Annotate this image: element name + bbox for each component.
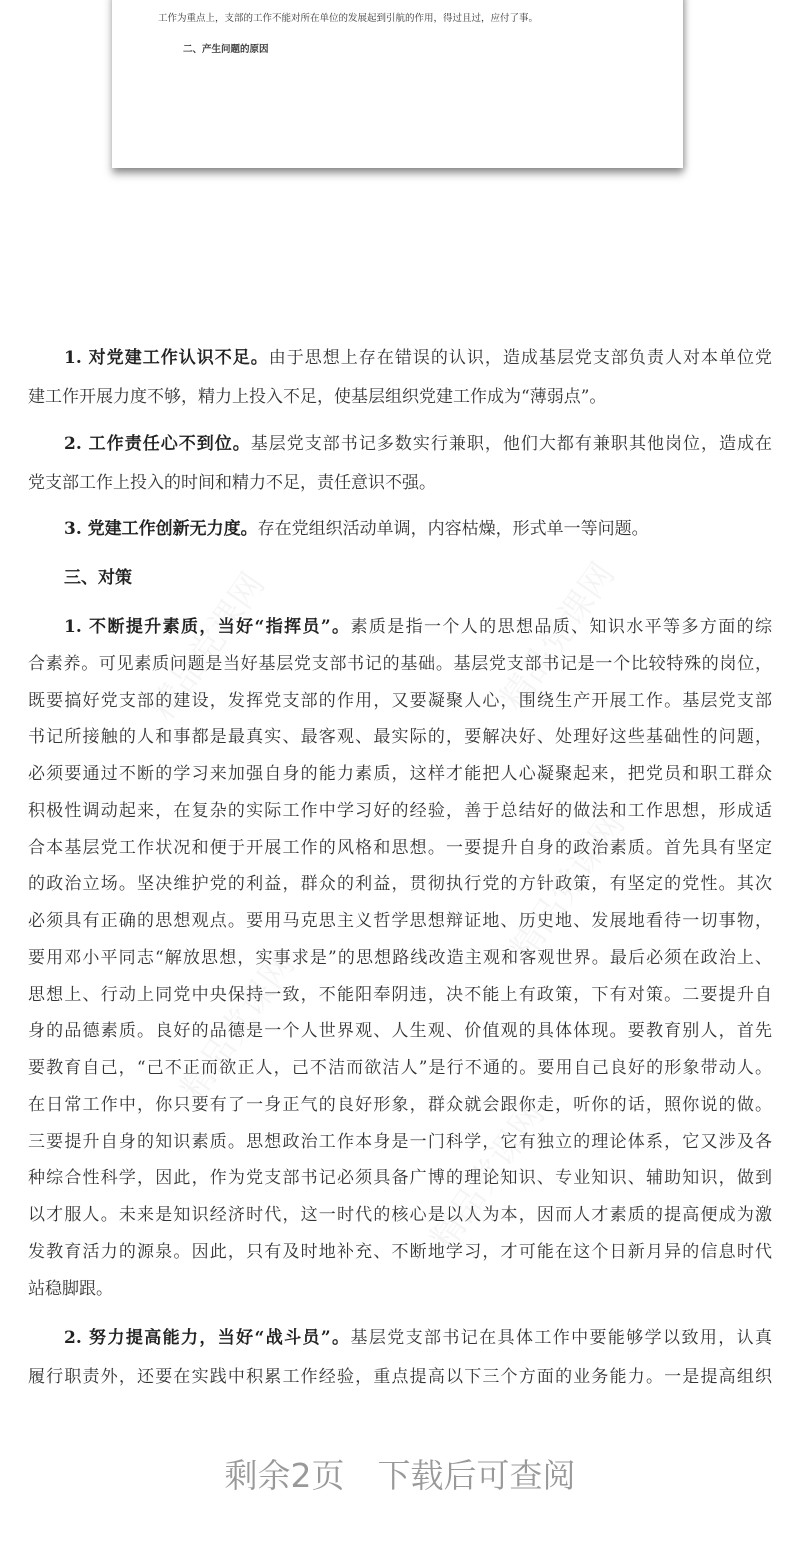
paragraph-line: 履行职责外，还要在实践中积累工作经验，重点提高以下三个方面的业务能力。一是提高组织: [28, 1366, 772, 1387]
paragraph-line: [64, 517, 772, 541]
paragraph-text: 素质是指一个人的思想品质、知识水平等多方面的综: [350, 617, 773, 637]
paragraph-lead: 1. 对党建工作认识不足。: [64, 348, 269, 368]
paragraph-line: 必须要通过不断的学习来加强自身的能力素质，这样才能把人心凝聚起来，把党员和职工群众: [28, 764, 772, 784]
paragraph-lead: 3. 党建工作创新无力度。: [64, 519, 258, 539]
paragraph-line: [64, 615, 772, 639]
paragraph-line: 三要提升自身的知识素质。思想政治工作本身是一门科学，它有独立的理论体系，它又涉及各: [28, 1131, 772, 1152]
paragraph-line: [64, 346, 772, 370]
paragraph-lead: 2. 努力提高能力，当好“战斗员”。: [64, 1328, 351, 1348]
preview-text-line: 工作为重点上，支部的工作不能对所在单位的发展起到引航的作用，得过且过，应付了事。: [158, 13, 539, 24]
paragraph-line: 在日常工作中，你只要有了一身正气的良好形象，群众就会跟你走，听你的话，照你说的做。: [28, 1094, 772, 1115]
paragraph-text: 基层党支部书记多数实行兼职，他们大都有兼职其他岗位，造成在: [250, 434, 773, 454]
paragraph-line: 的政治立场。坚决维护党的利益，群众的利益，贯彻执行党的方针政策，有坚定的党性。其次: [28, 874, 772, 895]
paragraph-line: 建工作开展力度不够，精力上投入不足，使基层组织党建工作成为“薄弱点”。: [28, 386, 607, 407]
paragraph-line: 合素养。可见素质问题是当好基层党支部书记的基础。基层党支部书记是一个比较特殊的岗位，: [28, 653, 772, 674]
preview-section-heading: 二、产生问题的原因: [183, 44, 269, 55]
paragraph-line: 要用邓小平同志“解放思想，实事求是”的思想路线改造主观和客观世界。最后必须在政治上、: [28, 947, 772, 968]
paragraph-line: 以才服人。未来是知识经济时代，这一时代的核心是以人为本，因而人才素质的提高便成为激: [28, 1205, 772, 1225]
paragraph-line: 思想上、行动上同党中央保持一致，不能阳奉阴违，决不能上有政策，下有对策。二要提升自: [28, 984, 772, 1005]
remaining-pages-notice[interactable]: 剩余2页 下载后可查阅: [224, 1456, 576, 1495]
paragraph-text: 存在党组织活动单调，内容枯燥，形式单一等问题。: [257, 519, 649, 539]
paragraph-line: [64, 432, 772, 456]
paragraph-line: 书记所接触的人和事都是最真实、最客观、最实际的，要解决好、处理好这些基础性的问题，: [28, 727, 772, 748]
paragraph-text: 由于思想上存在错误的认识，造成基层党支部负责人对本单位党: [268, 348, 772, 368]
paragraph-line: 站稳脚跟。: [28, 1278, 113, 1299]
paragraph-line: 党支部工作上投入的时间和精力不足，责任意识不强。: [28, 472, 436, 493]
paragraph-line: 必须具有正确的思想观点。要用马克思主义哲学思想辩证地、历史地、发展地看待一切事物，: [28, 911, 772, 931]
paragraph-line: 要教育自己，“己不正而欲正人，己不洁而欲洁人”是行不通的。要用自己良好的形象带动人。: [28, 1058, 772, 1078]
paragraph-text: 基层党支部书记在具体工作中要能够学以致用，认真: [350, 1328, 773, 1348]
paragraph-line: 种综合性科学，因此，作为党支部书记必须具备广博的理论知识、专业知识、辅助知识，做到: [28, 1168, 772, 1189]
paragraph-lead: 1. 不断提升素质，当好“指挥员”。: [64, 617, 351, 637]
paragraph-line: 合本基层党工作状况和便于开展工作的风格和思想。一要提升自身的政治素质。首先具有坚定: [28, 837, 772, 858]
paragraph-line: 积极性调动起来，在复杂的实际工作中学习好的经验，善于总结好的做法和工作思想，形成适: [28, 800, 772, 821]
paragraph-line: [64, 1326, 772, 1350]
paragraph-line: 既要搞好党支部的建设，发挥党支部的作用，又要凝聚人心，围绕生产开展工作。基层党支部: [28, 690, 772, 711]
paragraph-lead: 三、对策: [64, 568, 132, 588]
paragraph-line: 发教育活力的源泉。因此，只有及时地补充、不断地学习，才可能在这个日新月异的信息时代: [28, 1241, 772, 1262]
document-preview-page: [112, 0, 683, 168]
paragraph-line: 身的品德素质。良好的品德是一个人世界观、人生观、价值观的具体体现。要教育别人，首先: [28, 1021, 772, 1042]
paragraph-lead: 2. 工作责任心不到位。: [64, 434, 251, 454]
paragraph-line: [64, 566, 772, 590]
